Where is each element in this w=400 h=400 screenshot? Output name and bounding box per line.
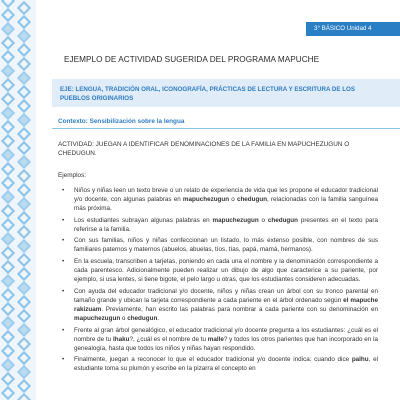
context-heading: Contexto: Sensibilización sobre la lengua: [58, 118, 185, 125]
bullet-icon: •: [62, 356, 65, 364]
list-item: • Finalmente, juegan a reconocer lo que el educador tradicional y/o docente indica: cuando dice palhu, el estudiante toma su plumón y escribe en la pizarra el concepto en: [62, 356, 378, 373]
decorative-pattern-border: [0, 0, 36, 400]
axis-banner: [52, 79, 400, 107]
list-item: • Con sus familias, niños y niñas confeccionan un listado, lo más extenso posible, con nombres de sus familiares paternos y maternos (abuelos, abuelas, tíos, tías, papá, mamá, hermanos).: [62, 237, 378, 254]
divider: [52, 128, 400, 129]
bullet-icon: •: [62, 326, 65, 334]
examples-label: Ejemplos:: [58, 172, 87, 179]
grade-badge: 3° BÁSICO Unidad 4: [306, 22, 400, 36]
pattern-column: [3, 0, 13, 400]
bullet-icon: •: [62, 287, 65, 295]
list-item: • Niños y niñas leen un texto breve o un relato de experiencia de vida que les propone el educador tradicional y/o docente, con algunas palabras en mapuchezugun o chedugun, relacionadas con la familia sanguínea más próxima.: [62, 187, 378, 213]
bullet-icon: •: [62, 258, 65, 266]
axis-line-2: PUEBLOS ORIGINARIOS: [60, 95, 134, 102]
axis-line-1: EJE: LENGUA, TRADICIÓN ORAL, ICONOGRAFÍA, PRÁCTICAS DE LECTURA Y ESCRITURA DE LOS: [60, 86, 355, 93]
list-item: • En la escuela, transcriben a tarjetas, poniendo en cada una el nombre y la denominación correspondiente a cada parentesco. Adicionalmente pueden realizar un dibujo de algo que caracterice a su pariente, por ejemplo, si usa lentes, si tiene bigote, el pelo largo u otras, que los estudiantes consideren adecuadas.: [62, 258, 378, 284]
bullet-icon: •: [62, 237, 65, 245]
list-item: • Con ayuda del educador tradicional y/o docente, niños y niñas crean un árbol con su tronco parental en tamaño grande y ubican la tarjeta correspondiente a cada pariente en el árbol ordenado según el mapuche rakizuam. Previamente, han escrito las palabras para nombrar a cada pariente con su denominación en mapuchezugun o chedugun.: [62, 287, 378, 322]
bullet-icon: •: [62, 187, 65, 194]
list-item: • Frente al gran árbol genealógico, el educador tradicional y/o docente pregunta a los estudiantes: ¿cuál es el nombre de tu lhaku?, ¿cuál es el nombre de tu malle? y todos los otros parientes que han incorporado en la genealogía, hasta que todos los niños y niñas hayan respondido.: [62, 326, 378, 352]
pattern-column: [19, 3, 29, 400]
bullet-icon: •: [62, 216, 65, 224]
activity-title: ACTIVIDAD: JUEGAN A IDENTIFICAR DENOMINACIONES DE LA FAMILIA EN MAPUCHEZUGUN O CHEDUGUN.: [58, 141, 350, 157]
examples-list: [60, 186, 378, 376]
page-title: EJEMPLO DE ACTIVIDAD SUGERIDA DEL PROGRAMA MAPUCHE: [64, 55, 320, 64]
list-item: • Los estudiantes subrayan algunas palabras en mapuchezugun o chedugun presentes en el texto para referirse a la familia.: [62, 216, 378, 233]
